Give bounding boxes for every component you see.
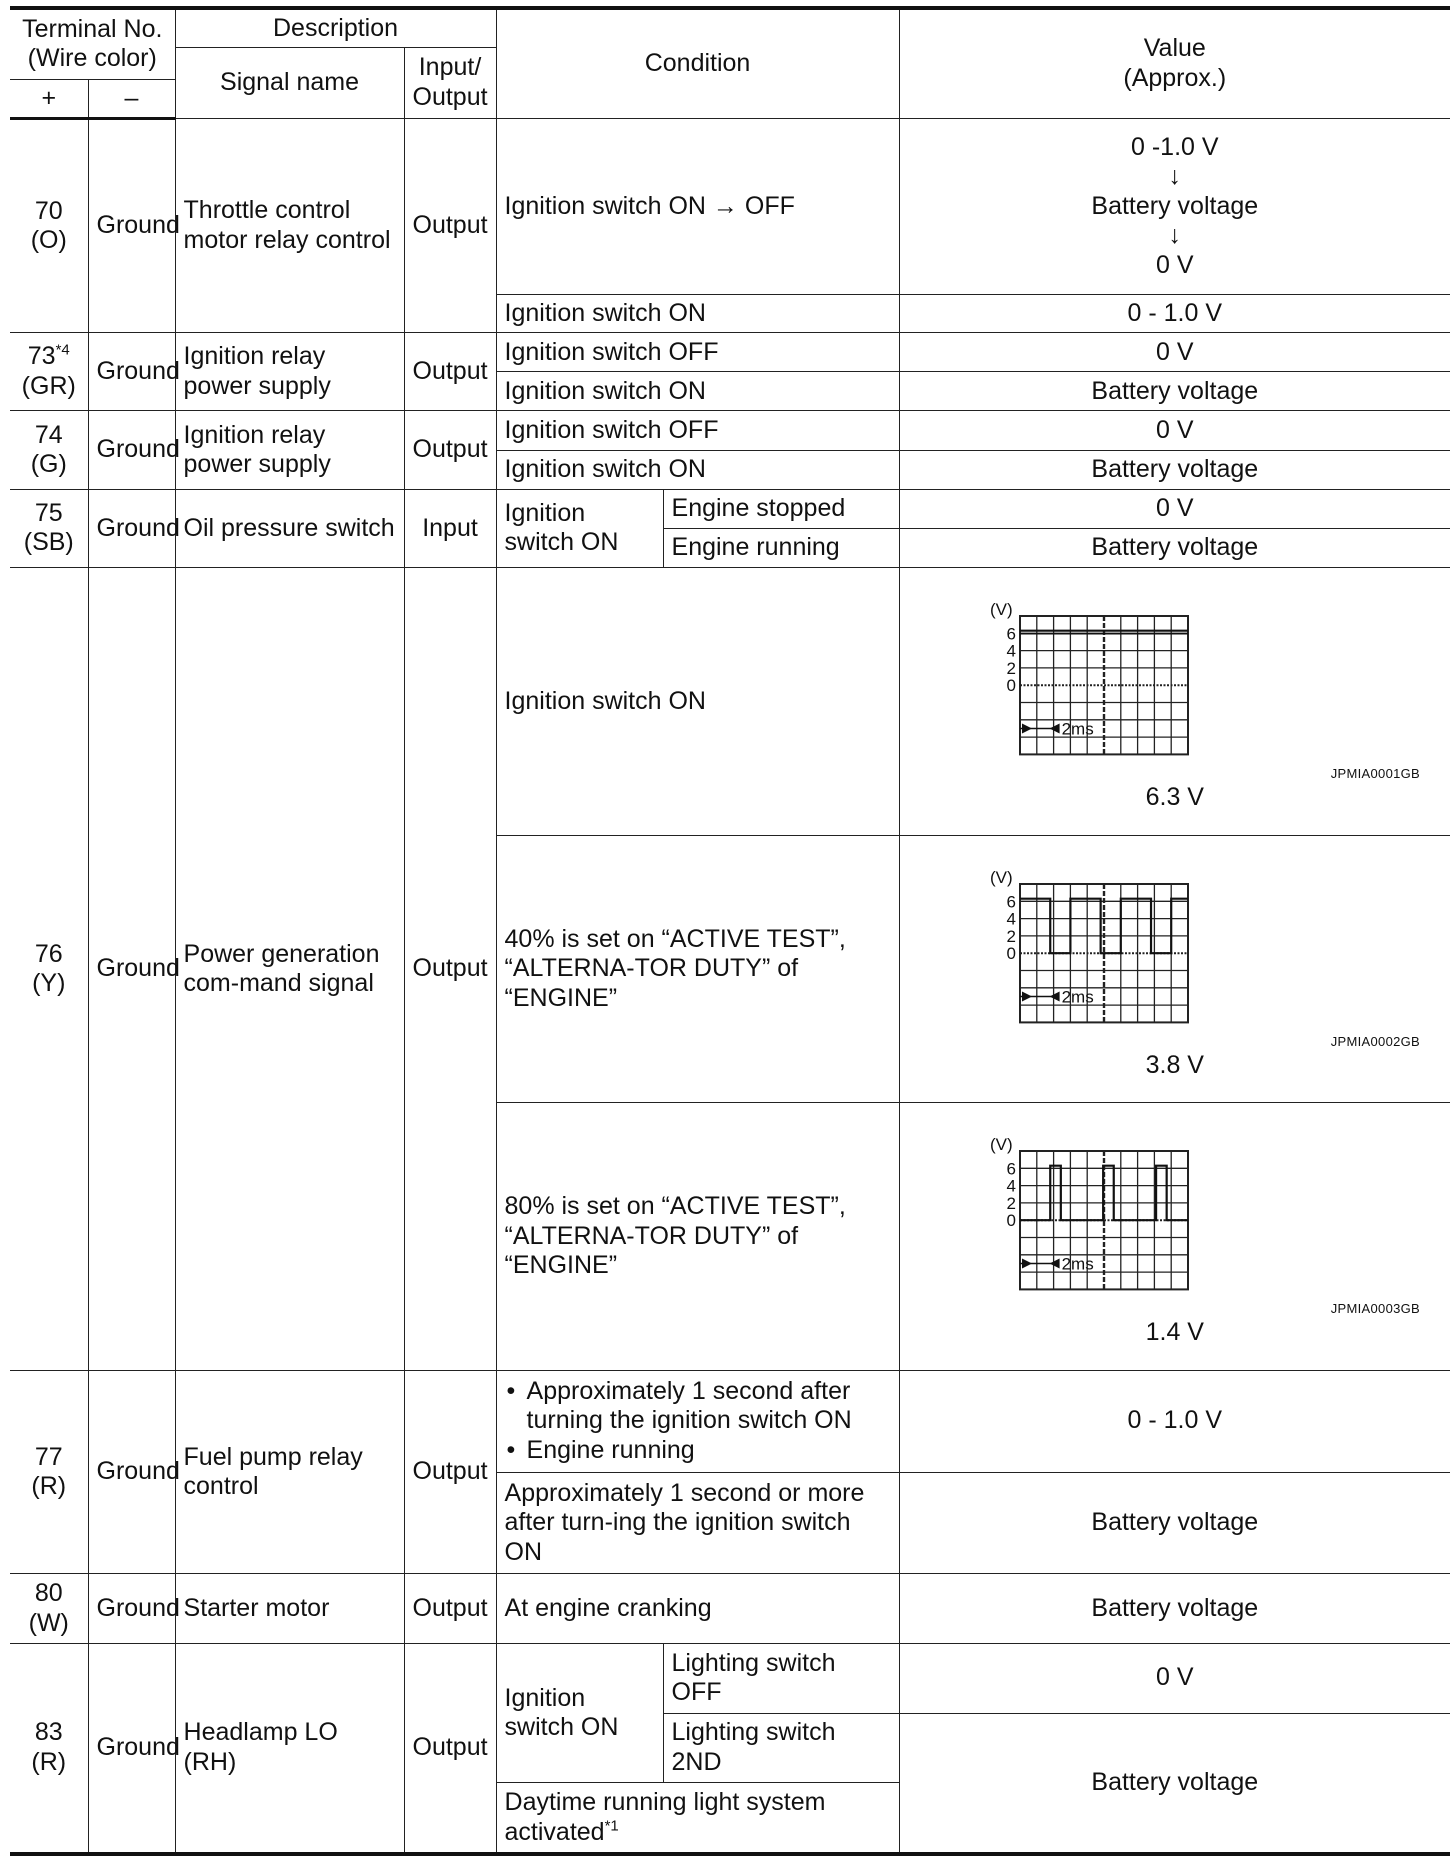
minus-header: –: [88, 79, 175, 118]
signal-name: Oil pressure switch: [175, 489, 404, 567]
terminal-number: 73$^{*4}$ (GR): [10, 333, 88, 411]
value-cell: Battery voltage: [899, 450, 1450, 489]
condition-cell: Ignition switch ON: [496, 450, 899, 489]
description-header: Description: [175, 8, 496, 47]
table-row: [10, 1643, 1450, 1713]
value-cell: Battery voltage: [899, 528, 1450, 567]
table-row: [10, 118, 1450, 294]
footnote-mark: *1: [604, 1817, 619, 1835]
condition-cell: Ignition switch OFF: [496, 333, 899, 372]
arrow-right-icon: [1022, 1259, 1032, 1269]
ground-cell: Ground: [88, 1643, 175, 1854]
io-cell: Output: [404, 1574, 496, 1644]
io-cell: Output: [404, 568, 496, 1371]
figure-code: JPMIA0003GB: [1330, 1301, 1421, 1317]
sub-condition-cell: Engine running: [663, 528, 899, 567]
io-cell: Output: [404, 1643, 496, 1854]
condition-bullets: [505, 1377, 891, 1466]
waveform-cell: [899, 1103, 1450, 1371]
value-cell: 0 V: [899, 411, 1450, 450]
terminal-spec-table: [10, 6, 1450, 1856]
waveform-scope: [948, 1133, 1198, 1323]
condition-cell: 80% is set on “ACTIVE TEST”, “ALTERNA-TOR DUTY” of “ENGINE”: [496, 1103, 899, 1371]
scope-tick-label: 2: [1006, 926, 1016, 946]
ground-cell: Ground: [88, 118, 175, 332]
terminal-number: 75 (SB): [10, 489, 88, 567]
waveform-panel: [900, 1103, 1451, 1370]
time-div-label: 2ms: [1061, 719, 1094, 739]
waveform-trace: [1020, 1166, 1188, 1220]
signal-name: Throttle control motor relay control: [175, 118, 404, 332]
io-cell: Output: [404, 1370, 496, 1573]
condition-cell: Ignition switch ON → OFF: [496, 118, 899, 294]
condition-cell: [496, 1370, 899, 1472]
ground-cell: Ground: [88, 568, 175, 1371]
signal-name: Ignition relay power supply: [175, 333, 404, 411]
waveform-scope: [948, 598, 1198, 788]
table-row: [10, 489, 1450, 528]
signal-name: Ignition relay power supply: [175, 411, 404, 489]
value-cell: 0 V: [899, 1643, 1450, 1713]
scope-tick-label: 4: [1006, 909, 1016, 929]
terminal-number: 70 (O): [10, 118, 88, 332]
arrow-left-icon: [1049, 724, 1059, 734]
condition-cell: Ignition switch OFF: [496, 411, 899, 450]
scope-tick-label: 6: [1006, 624, 1016, 644]
ground-cell: Ground: [88, 333, 175, 411]
condition-cell: Approximately 1 second or more after turn-ing the ignition switch ON: [496, 1472, 899, 1574]
value-cell: 0 - 1.0 V: [899, 295, 1450, 333]
ground-cell: Ground: [88, 1574, 175, 1644]
io-cell: Input: [404, 489, 496, 567]
value-cell: 0 - 1.0 V: [899, 1370, 1450, 1472]
arrow-left-icon: [1049, 991, 1059, 1001]
waveform-value: 1.4 V: [1145, 1318, 1204, 1347]
signal-name-header: Signal name: [175, 47, 404, 118]
waveform-cell: [899, 835, 1450, 1103]
scope-tick-label: 6: [1006, 1159, 1016, 1179]
waveform-value: 6.3 V: [1145, 783, 1204, 812]
arrow-left-icon: [1049, 1259, 1059, 1269]
scope-tick-label: 6: [1006, 892, 1016, 912]
signal-name: Headlamp LO (RH): [175, 1643, 404, 1854]
condition-cell: Daytime running light system activated$^{*1}$: [496, 1783, 899, 1854]
waveform-value: 3.8 V: [1145, 1050, 1204, 1079]
header-row: [10, 8, 1450, 47]
table-row: [10, 1574, 1450, 1644]
footnote-mark: *4: [55, 342, 70, 359]
scope-tick-label: 2: [1006, 1194, 1016, 1214]
signal-name: Fuel pump relay control: [175, 1370, 404, 1573]
condition-cell: Ignition switch ON: [496, 568, 899, 836]
io-cell: Output: [404, 118, 496, 332]
scope-tick-label: 0: [1006, 676, 1016, 696]
io-cell: Output: [404, 333, 496, 411]
scope-unit-label: (V): [989, 600, 1013, 620]
scope-grid: [1020, 616, 1188, 754]
scope-tick-label: 0: [1006, 1211, 1016, 1231]
condition-cell: Ignition switch ON: [496, 295, 899, 333]
condition-cell: Ignition switch ON: [496, 1643, 663, 1782]
io-cell: Output: [404, 411, 496, 489]
waveform-scope: [948, 866, 1198, 1056]
terminal-number: 74 (G): [10, 411, 88, 489]
table-row: [10, 411, 1450, 450]
condition-cell: 40% is set on “ACTIVE TEST”, “ALTERNA-TOR DUTY” of “ENGINE”: [496, 835, 899, 1103]
terminal-number: 83 (R): [10, 1643, 88, 1854]
waveform-cell: [899, 568, 1450, 836]
table-row: [10, 568, 1450, 836]
value-cell: 0 V: [899, 489, 1450, 528]
table-row: [10, 1370, 1450, 1472]
terminal-no-header: Terminal No. (Wire color): [10, 8, 175, 79]
condition-header: Condition: [496, 8, 899, 118]
time-div-label: 2ms: [1061, 987, 1094, 1007]
value-cell: Battery voltage: [899, 1713, 1450, 1854]
value-header: Value (Approx.): [899, 8, 1450, 118]
scope-tick-label: 4: [1006, 1176, 1016, 1196]
list-item: • Approximately 1 second after turning the ignition switch ON: [505, 1377, 891, 1436]
sub-condition-cell: Lighting switch OFF: [663, 1643, 899, 1713]
sub-condition-cell: Lighting switch 2ND: [663, 1713, 899, 1783]
plus-header: +: [10, 79, 88, 118]
value-cell: 0 -1.0 V ↓ Battery voltage ↓ 0 V: [899, 118, 1450, 294]
arrow-right-icon: [1022, 991, 1032, 1001]
value-cell: Battery voltage: [899, 1472, 1450, 1574]
condition-cell: Ignition switch ON: [496, 372, 899, 411]
sub-condition-cell: Engine stopped: [663, 489, 899, 528]
waveform-panel: [900, 836, 1451, 1103]
figure-code: JPMIA0002GB: [1330, 1033, 1421, 1049]
list-item: • Engine running: [505, 1436, 891, 1466]
table-row: [10, 333, 1450, 372]
ground-cell: Ground: [88, 1370, 175, 1573]
scope-unit-label: (V): [989, 1135, 1013, 1155]
ground-cell: Ground: [88, 411, 175, 489]
signal-name: Power generation com-mand signal: [175, 568, 404, 1371]
value-cell: Battery voltage: [899, 1574, 1450, 1644]
terminal-number: 76 (Y): [10, 568, 88, 1371]
figure-code: JPMIA0001GB: [1330, 766, 1421, 782]
scope-tick-label: 4: [1006, 641, 1016, 661]
arrow-right-icon: [1022, 724, 1032, 734]
value-cell: Battery voltage: [899, 372, 1450, 411]
scope-tick-label: 2: [1006, 659, 1016, 679]
signal-name: Starter motor: [175, 1574, 404, 1644]
ground-cell: Ground: [88, 489, 175, 567]
waveform-panel: [900, 568, 1451, 835]
io-header: Input/ Output: [404, 47, 496, 118]
scope-tick-label: 0: [1006, 943, 1016, 963]
condition-cell: At engine cranking: [496, 1574, 899, 1644]
time-div-label: 2ms: [1061, 1254, 1094, 1274]
scope-unit-label: (V): [989, 867, 1013, 887]
condition-cell: Ignition switch ON: [496, 489, 663, 567]
terminal-number: 80 (W): [10, 1574, 88, 1644]
terminal-number: 77 (R): [10, 1370, 88, 1573]
value-cell: 0 V: [899, 333, 1450, 372]
